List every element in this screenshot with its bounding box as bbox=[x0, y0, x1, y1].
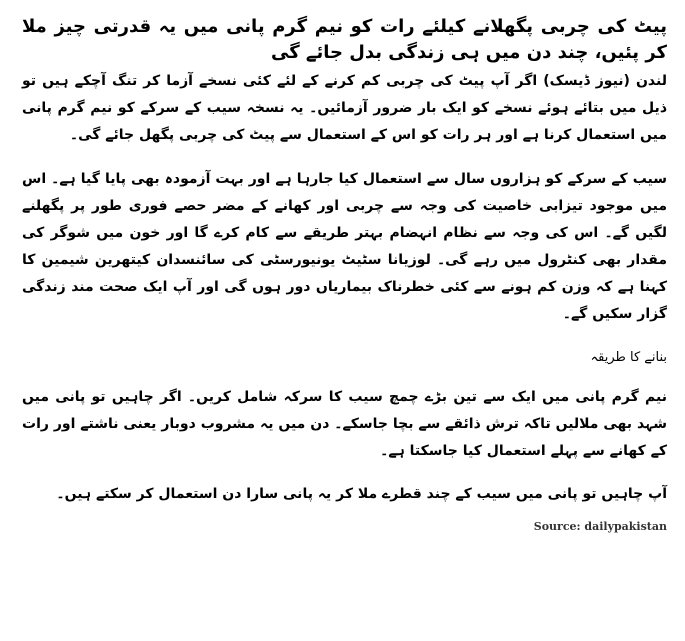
method-paragraph: نیم گرم پانی میں ایک سے تین بڑے چمچ سیب کا سرکہ شامل کریں۔ اگر چاہیں تو پانی میں شہد بھی ملالیں تاکہ ترش ذائقے سے بچا جاسکے۔ دن میں یہ مشروب دوبار یعنی ناشتے اور رات کے کھانے سے پہلے استعمال کیا جاسکتا ہے۔ bbox=[22, 389, 667, 459]
body-paragraph: سیب کے سرکے کو ہزاروں سال سے استعمال کیا جارہا ہے اور بہت آزمودہ بھی پایا گیا ہے۔ اس میں موجود تیزابی خاصیت کی وجہ سے چربی اور کھانے کے مضر حصے فوری طور پر پگھلنے لگیں گے۔ اس کی وجہ سے نظام انہضام بہتر طریقے سے کام کرے گا اور خون میں شوگر کی مقدار بھی کنٹرول میں رہے گی۔ لوزیانا سٹیٹ یونیورسٹی کی سائنسدان کیتھرین شیمین کا کہنا ہے کہ وزن کم ہونے سے کئی خطرناک بیماریاں دور ہوں گی اور آپ ایک صحت مند زندگی گزار سکیں گے۔ bbox=[22, 171, 667, 322]
article-title: پیٹ کی چربی پگھلانے کیلئے رات کو نیم گرم پانی میں یہ قدرتی چیز ملا کر پئیں، چند دن میں ہی زندگی بدل جائے گی bbox=[22, 16, 667, 63]
source-credit: Source: dailypakistan bbox=[533, 520, 667, 533]
method-tip-paragraph: آپ چاہیں تو پانی میں سیب کے چند قطرے ملا کر یہ پانی سارا دن استعمال کر سکتے ہیں۔ bbox=[56, 486, 667, 502]
method-heading: بنانے کا طریقہ bbox=[590, 350, 667, 365]
intro-paragraph: لندن (نیوز ڈیسک) اگر آپ پیٹ کی چربی کم کرنے کے لئے کئی نسخے آزما کر تنگ آچکے ہیں تو ذیل میں بتائے ہوئے نسخے کو ایک بار ضرور آزمائیں۔ یہ نسخہ سیب کے سرکے کو نیم گرم پانی میں استعمال کرنا ہے اور ہر رات کو اس کے استعمال سے پیٹ کی چربی پگھل جائے گی۔ bbox=[22, 73, 667, 143]
